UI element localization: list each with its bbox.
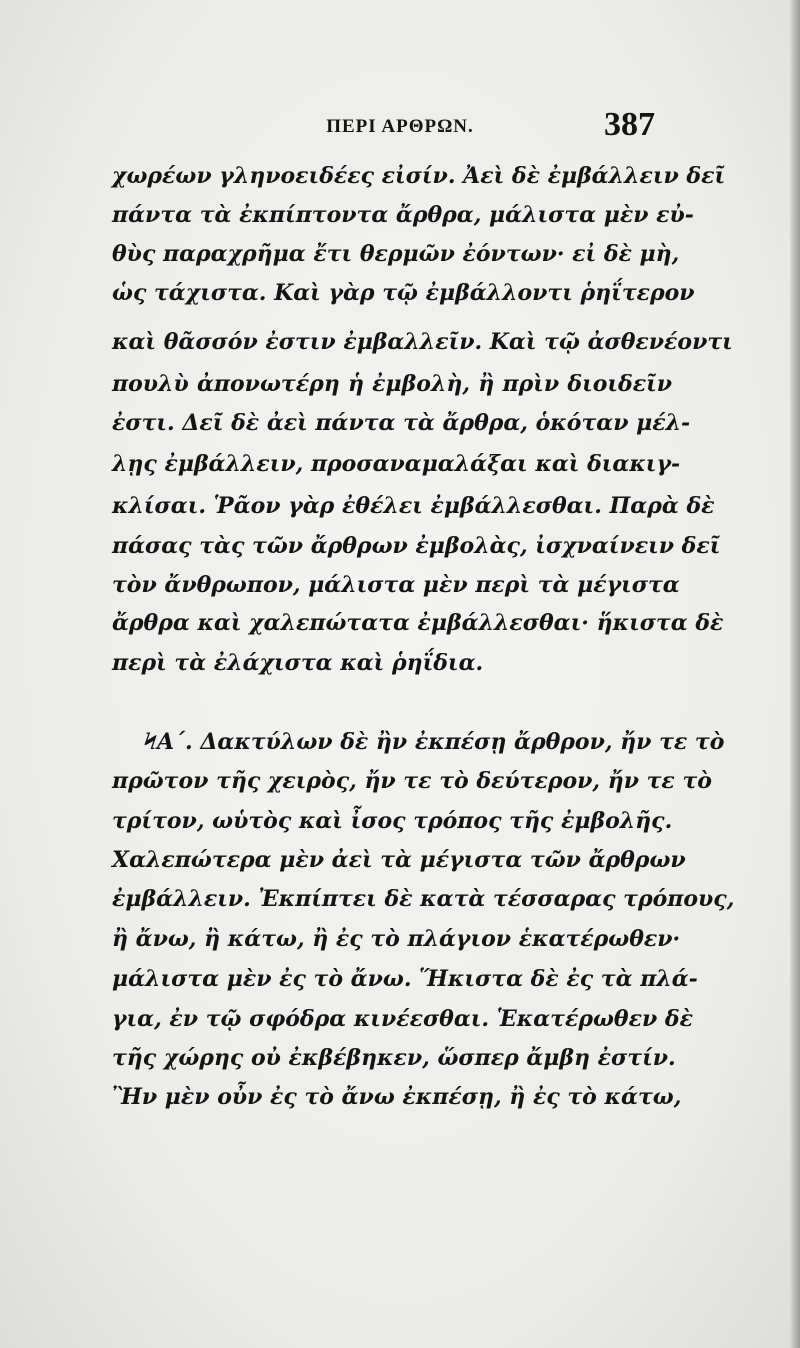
text-line: ἢ ἄνω, ἢ κάτω, ἢ ἐς τὸ πλάγιον ἑκατέρωθεν· [112,926,681,952]
text-line: ἐστι. Δεῖ δὲ ἀεὶ πάντα τὰ ἄρθρα, ὁκόταν μέλ- [112,410,691,436]
text-line: τῆς χώρης οὐ ἐκβέβηκεν, ὥσπερ ἄμβη ἐστίν. [112,1045,676,1071]
running-header-title: ΠΕΡΙ ΑΡΘΡΩΝ. [326,116,474,137]
text-line: μάλιστα μὲν ἐς τὸ ἄνω. Ἥκιστα δὲ ἐς τὰ πλά- [112,966,698,992]
page-edge-shadow [790,0,800,1348]
text-line: καὶ θᾶσσόν ἐστιν ἐμβαλλεῖν. Καὶ τῷ ἀσθενέοντι [112,329,733,355]
text-line: τὸν ἄνθρωπον, μάλιστα μὲν περὶ τὰ μέγιστα [112,572,680,598]
text-line: ϞΑ΄. Δακτύλων δὲ ἢν ἐκπέσῃ ἄρθρον, ἤν τε τὸ [144,729,725,755]
text-line: λῃς ἐμβάλλειν, προσαναμαλάξαι καὶ διακιγ- [112,451,681,477]
text-line: για, ἐν τῷ σφόδρα κινέεσθαι. Ἑκατέρωθεν δὲ [112,1006,693,1032]
text-line: τρίτον, ωὑτὸς καὶ ἶσος τρόπος τῆς ἐμβολῆς. [112,808,673,834]
text-line: κλίσαι. Ῥᾶον γὰρ ἐθέλει ἐμβάλλεσθαι. Παρὰ δὲ [112,493,715,519]
text-line: Χαλεπώτερα μὲν ἀεὶ τὰ μέγιστα τῶν ἄρθρων [112,847,686,873]
text-line: ἄρθρα καὶ χαλεπώτατα ἐμβάλλεσθαι· ἥκιστα δὲ [112,610,724,636]
text-line: πρῶτον τῆς χειρὸς, ἤν τε τὸ δεύτερον, ἤν τε τὸ [112,768,712,794]
text-line: πάσας τὰς τῶν ἄρθρων ἐμβολὰς, ἰσχναίνειν δεῖ [112,533,721,559]
text-line: πάντα τὰ ἐκπίπτοντα ἄρθρα, μάλιστα μὲν εὐ- [112,202,694,228]
text-line: χωρέων γληνοειδέες εἰσίν. Ἀεὶ δὲ ἐμβάλλειν δεῖ [112,163,726,189]
text-line: ἐμβάλλειν. Ἐκπίπτει δὲ κατὰ τέσσαρας τρόπους, [112,886,735,912]
page-number: 387 [604,106,655,143]
text-line: Ἢν μὲν οὖν ἐς τὸ ἄνω ἐκπέσῃ, ἢ ἐς τὸ κάτω, [112,1084,682,1110]
text-line: περὶ τὰ ἐλάχιστα καὶ ῥηΐδια. [112,650,484,676]
text-line: θὺς παραχρῆμα ἔτι θερμῶν ἐόντων· εἰ δὲ μὴ, [112,241,680,267]
text-line: ὡς τάχιστα. Καὶ γὰρ τῷ ἐμβάλλοντι ῥηΐτερον [112,280,695,306]
text-line: πουλὺ ἀπονωτέρη ἡ ἐμβολὴ, ἢ πρὶν διοιδεῖν [112,371,672,397]
